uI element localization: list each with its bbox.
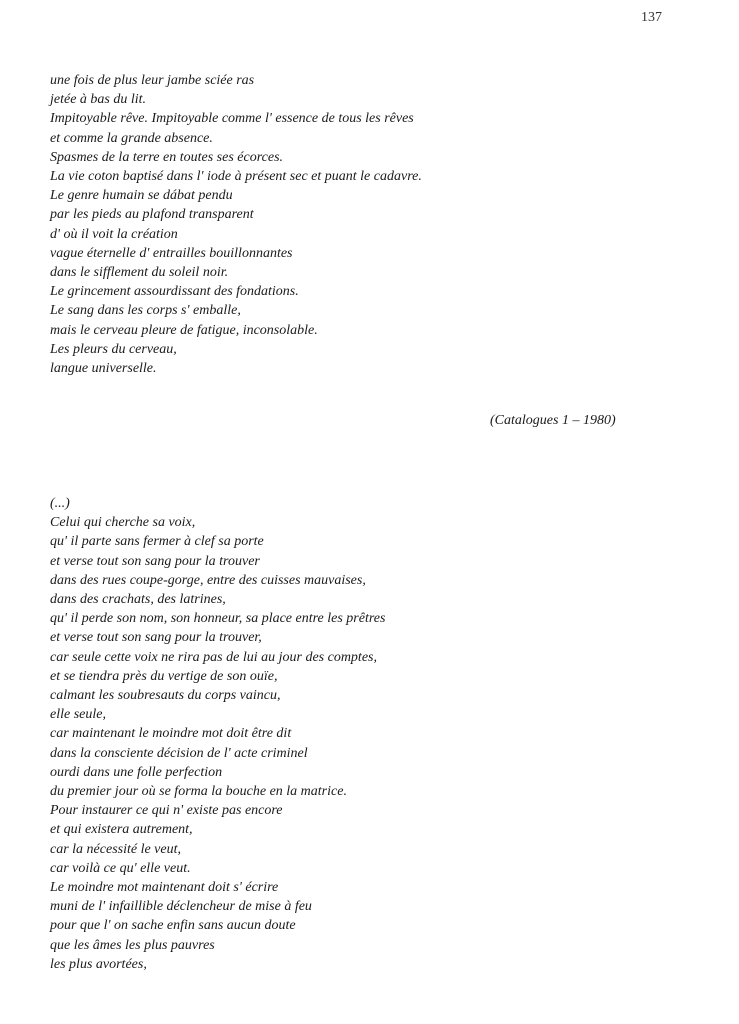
poem-line: qu' il parte sans fermer à clef sa porte xyxy=(50,534,264,550)
citation: (Catalogues 1 – 1980) xyxy=(490,413,616,428)
poem-line: (...) xyxy=(50,496,70,511)
poem-line: que les âmes les plus pauvres xyxy=(50,937,215,953)
poem-line: et qui existera autrement, xyxy=(50,822,193,838)
poem-line: Le grincement assourdissant des fondations. xyxy=(50,284,299,300)
poem-line: par les pieds au plafond transparent xyxy=(50,207,254,223)
poem-line: dans des crachats, des latrines, xyxy=(50,592,226,608)
poem-line: Les pleurs du cerveau, xyxy=(50,341,177,357)
poem-line: Le sang dans les corps s' emballe, xyxy=(50,303,241,319)
poem-line: langue universelle. xyxy=(50,361,157,377)
poem-line: calmant les soubresauts du corps vaincu, xyxy=(50,688,281,704)
poem-line: Celui qui cherche sa voix, xyxy=(50,515,196,531)
poem-stanza-1 xyxy=(50,71,422,378)
poem-line: car la nécessité le veut, xyxy=(50,841,182,857)
poem-line: dans des rues coupe-gorge, entre des cuisses mauvaises, xyxy=(50,572,366,588)
poem-line: elle seule, xyxy=(50,707,106,723)
poem-line: car voilà ce qu' elle veut. xyxy=(50,860,191,876)
poem-line: jetée à bas du lit. xyxy=(50,92,147,108)
poem-line: du premier jour où se forma la bouche en la matrice. xyxy=(50,784,347,800)
poem-line: Le genre humain se dábat pendu xyxy=(50,188,233,204)
poem-line: Le moindre mot maintenant doit s' écrire xyxy=(50,880,279,896)
poem-line: Pour instaurer ce qui n' existe pas encore xyxy=(50,803,283,819)
poem-line: Impitoyable rêve. Impitoyable comme l' essence de tous les rêves xyxy=(50,111,414,127)
poem-line: La vie coton baptisé dans l' iode à présent sec et puant le cadavre. xyxy=(50,169,422,185)
poem-line: qu' il perde son nom, son honneur, sa place entre les prêtres xyxy=(50,611,386,627)
poem-line: et se tiendra près du vertige de son ouïe, xyxy=(50,668,278,684)
poem-line: muni de l' infaillible déclencheur de mise à feu xyxy=(50,899,312,915)
poem-stanza-2 xyxy=(50,494,385,974)
poem-line: une fois de plus leur jambe sciée ras xyxy=(50,73,255,88)
poem-line: dans le sifflement du soleil noir. xyxy=(50,265,229,281)
poem-line: et verse tout son sang pour la trouver, xyxy=(50,630,262,646)
poem-line: et verse tout son sang pour la trouver xyxy=(50,553,260,569)
poem-line: les plus avortées, xyxy=(50,956,147,972)
poem-line: ourdi dans une folle perfection xyxy=(50,764,223,780)
page-number: 137 xyxy=(641,10,662,25)
poem-line: pour que l' on sache enfin sans aucun doute xyxy=(50,918,296,934)
poem-line: d' où il voit la création xyxy=(50,226,178,242)
poem-line: et comme la grande absence. xyxy=(50,130,213,146)
poem-line: car maintenant le moindre mot doit être dit xyxy=(50,726,292,742)
poem-line: Spasmes de la terre en toutes ses écorces. xyxy=(50,149,284,165)
poem-line: vague éternelle d' entrailles bouillonnantes xyxy=(50,245,293,261)
poem-line: mais le cerveau pleure de fatigue, inconsolable. xyxy=(50,322,318,338)
poem-line: dans la consciente décision de l' acte criminel xyxy=(50,745,308,761)
poem-line: car seule cette voix ne rira pas de lui au jour des comptes, xyxy=(50,649,377,665)
